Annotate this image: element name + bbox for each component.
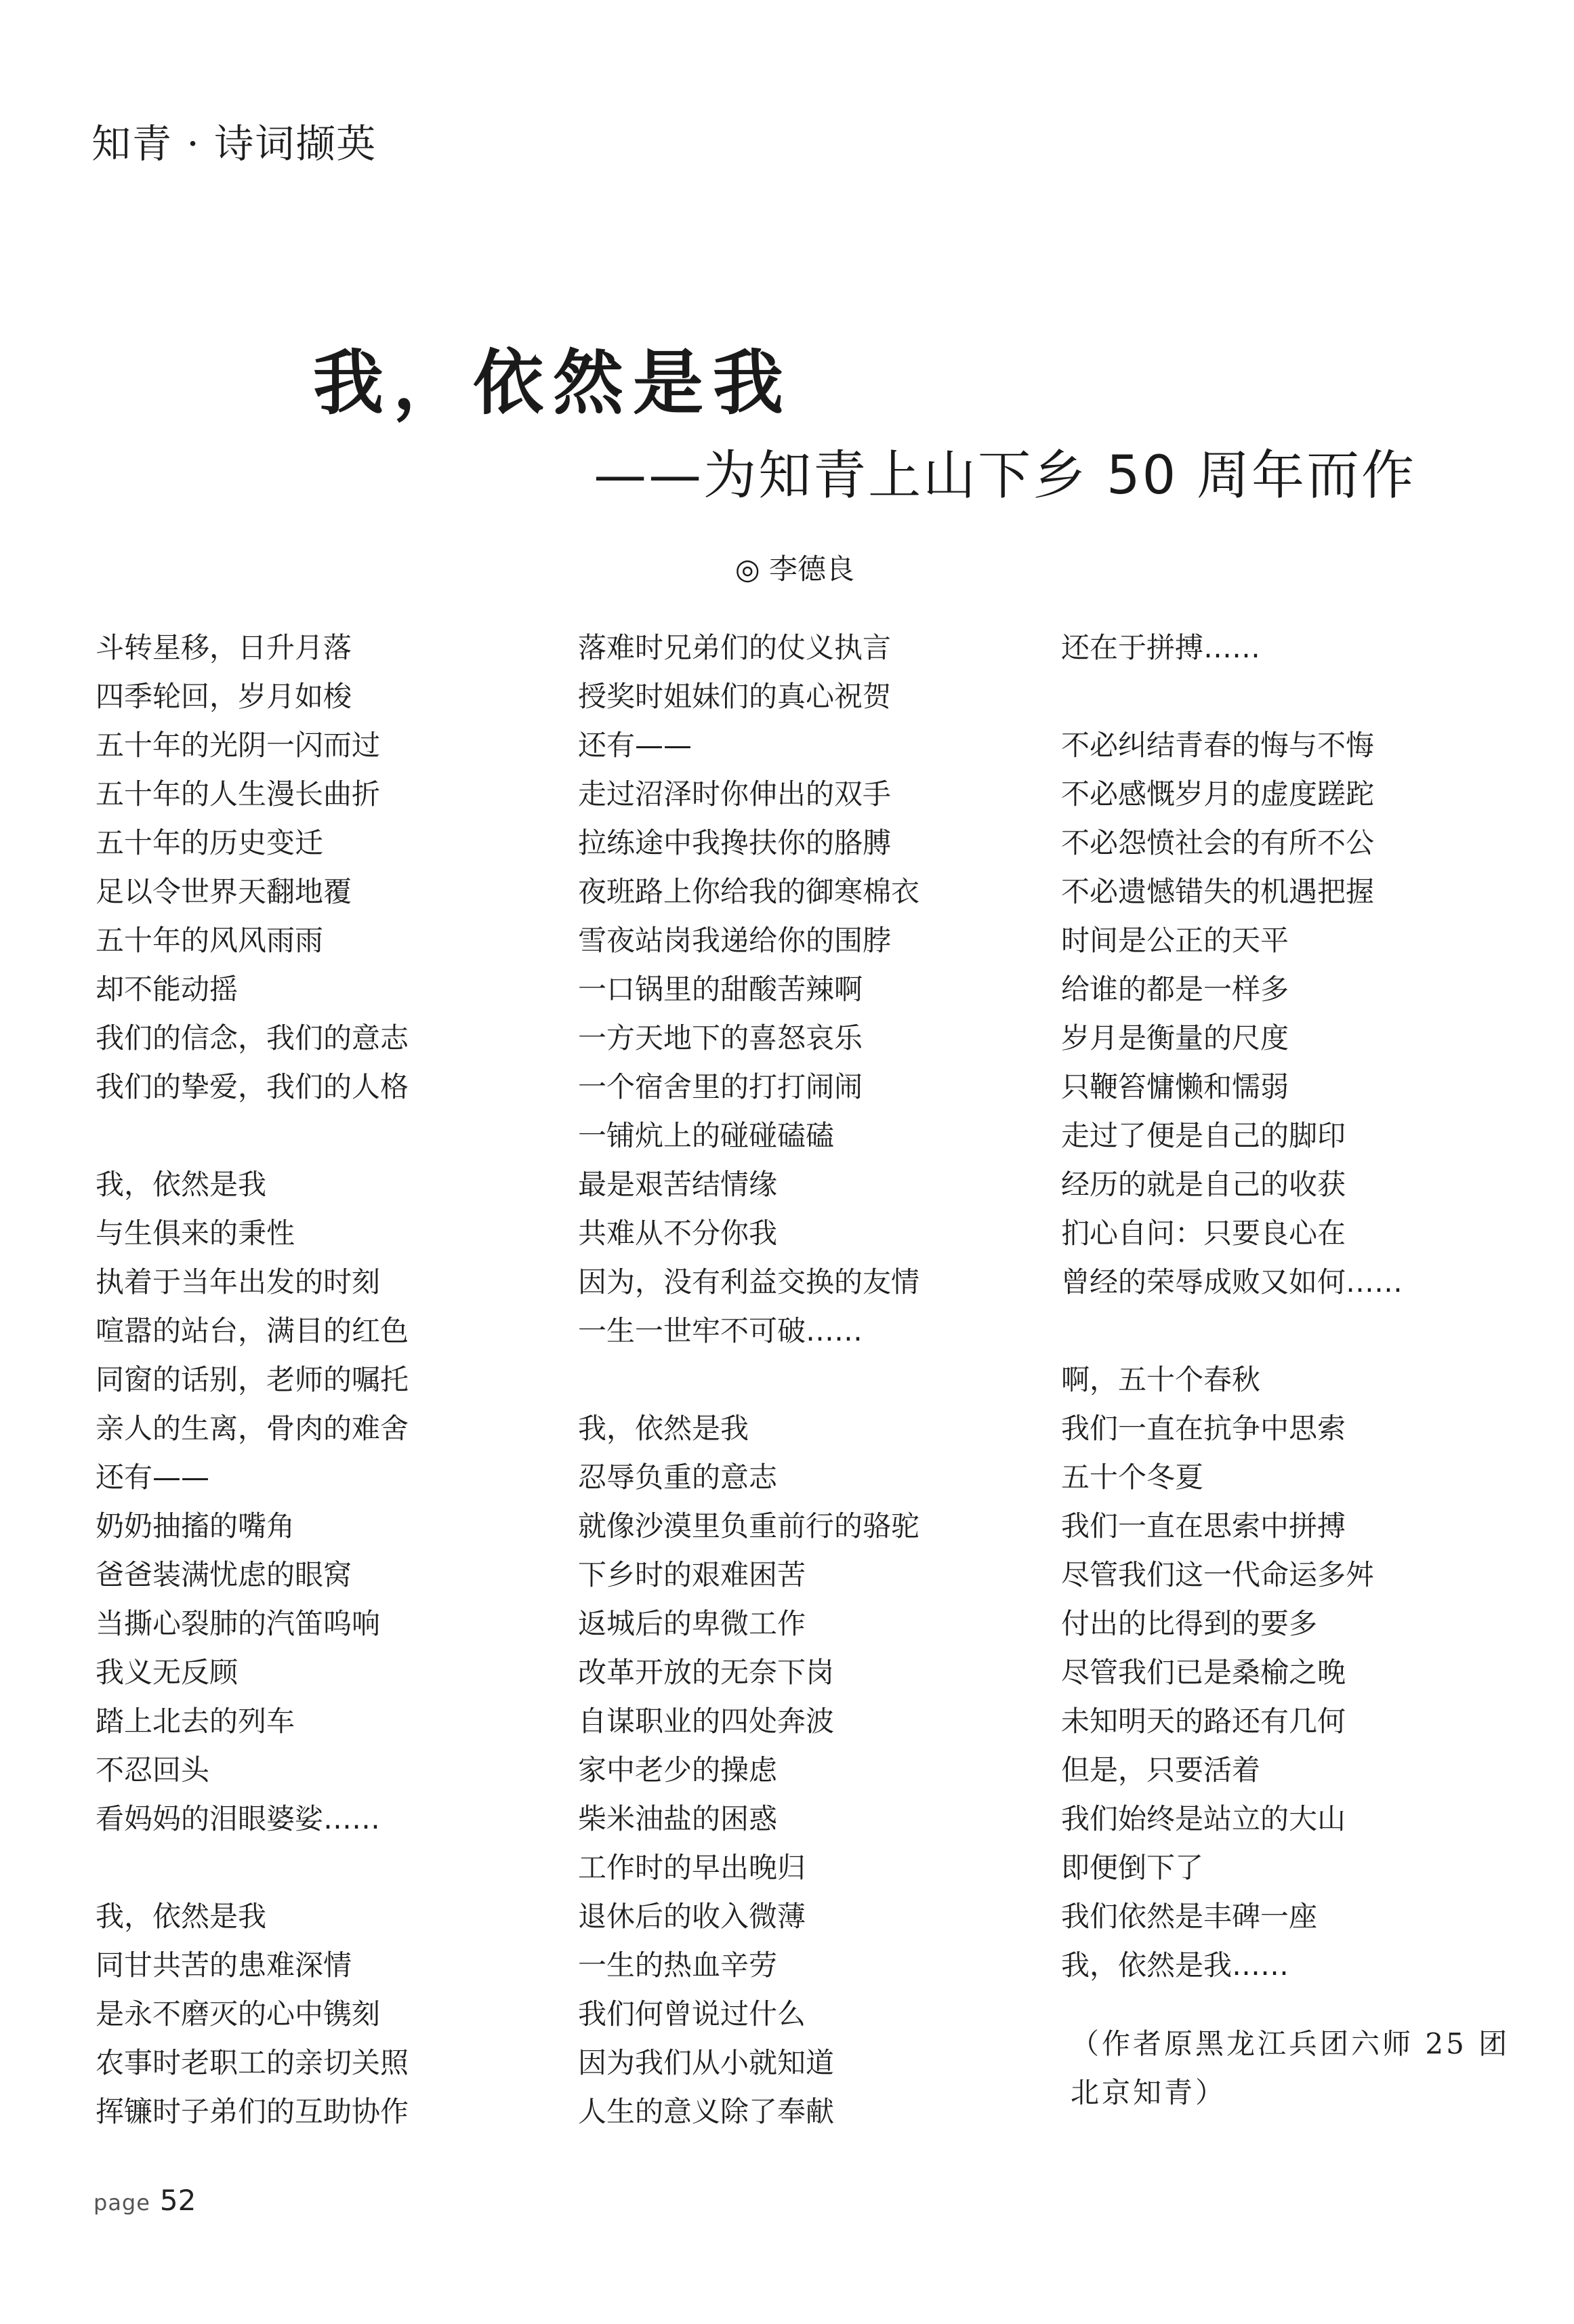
poem-line: 只鞭笞慵懒和懦弱 — [1061, 1070, 1289, 1103]
author-byline: ◎ 李德良 — [735, 552, 854, 586]
poem-line: 走过了便是自己的脚印 — [1061, 1119, 1346, 1152]
poem-line: 授奖时姐妹们的真心祝贺 — [578, 680, 892, 713]
poem-line: 走过沼泽时你伸出的双手 — [578, 777, 892, 811]
poem-line: 一生一世牢不可破…… — [578, 1314, 863, 1347]
poem-line: 退休后的收入微薄 — [578, 1900, 806, 1933]
poem-line: 与生俱来的秉性 — [96, 1217, 295, 1250]
poem-title: 我，依然是我 — [313, 342, 793, 424]
poem-line: 我们一直在抗争中思索 — [1061, 1412, 1346, 1445]
poem-line: 工作时的早出晚归 — [578, 1851, 806, 1884]
poem-line: 我们何曾说过什么 — [578, 1997, 806, 2031]
poem-line: 一铺炕上的碰碰磕磕 — [578, 1119, 835, 1152]
section-header: 知青 · 诗词撷英 — [91, 121, 377, 167]
poem-line: 亲人的生离，骨肉的难舍 — [96, 1412, 409, 1445]
poem-line: 是永不磨灭的心中镌刻 — [96, 1997, 381, 2031]
stanza-break — [96, 1112, 543, 1160]
poem-line: 不必怨愤社会的有所不公 — [1061, 826, 1375, 859]
poem-line: 付出的比得到的要多 — [1061, 1607, 1318, 1640]
poem-line: 同窗的话别，老师的嘱托 — [96, 1363, 409, 1396]
poem-line: 五十年的光阴一闪而过 — [96, 729, 381, 762]
poem-line: 落难时兄弟们的仗义执言 — [578, 631, 892, 664]
poem-line: 还有—— — [578, 729, 692, 762]
poem-line: 足以令世界天翻地覆 — [96, 875, 352, 908]
poem-column-1 — [96, 624, 543, 2136]
poem-line: 就像沙漠里负重前行的骆驼 — [578, 1509, 920, 1543]
page-number: 52 — [159, 2184, 196, 2217]
poem-line: 还在于拼搏…… — [1061, 631, 1261, 664]
poem-column-3 — [1061, 624, 1508, 1990]
author-note-line: （作者原黑龙江兵团六师 25 团 — [1071, 2027, 1510, 2060]
author-note — [1071, 2020, 1518, 2117]
poem-line: 奶奶抽搐的嘴角 — [96, 1509, 295, 1543]
poem-subtitle: ——为知青上山下乡 50 周年而作 — [594, 445, 1416, 506]
poem-line: 还有—— — [96, 1461, 210, 1494]
poem-line: 当撕心裂肺的汽笛呜响 — [96, 1607, 381, 1640]
poem-line: 最是艰苦结情缘 — [578, 1168, 778, 1201]
author-note-line: 北京知青） — [1071, 2076, 1227, 2109]
poem-line: 我们的挚爱，我们的人格 — [96, 1070, 409, 1103]
poem-line: 人生的意义除了奉献 — [578, 2095, 835, 2128]
poem-line: 曾经的荣辱成败又如何…… — [1061, 1265, 1403, 1299]
page-label: page — [94, 2190, 150, 2216]
poem-column-2 — [578, 624, 1025, 2136]
poem-line: 我们一直在思索中拼搏 — [1061, 1509, 1346, 1543]
poem-line: 我义无反顾 — [96, 1656, 239, 1689]
poem-line: 柴米油盐的困惑 — [578, 1802, 778, 1835]
poem-line: 一个宿舍里的打打闹闹 — [578, 1070, 863, 1103]
poem-line: 五十年的风风雨雨 — [96, 924, 324, 957]
poem-line: 尽管我们这一代命运多舛 — [1061, 1558, 1375, 1591]
stanza-break — [1061, 1307, 1508, 1355]
poem-line: 我们依然是丰碑一座 — [1061, 1900, 1318, 1933]
poem-line: 喧嚣的站台，满目的红色 — [96, 1314, 409, 1347]
poem-line: 五十个冬夏 — [1061, 1461, 1204, 1494]
poem-line: 即便倒下了 — [1061, 1851, 1204, 1884]
poem-line: 一生的热血辛劳 — [578, 1949, 778, 1982]
poem-line: 因为，没有利益交换的友情 — [578, 1265, 920, 1299]
poem-line: 岁月是衡量的尺度 — [1061, 1021, 1289, 1055]
poem-line: 返城后的卑微工作 — [578, 1607, 806, 1640]
poem-line: 未知明天的路还有几何 — [1061, 1705, 1346, 1738]
poem-line: 不必遗憾错失的机遇把握 — [1061, 875, 1375, 908]
poem-line: 自谋职业的四处奔波 — [578, 1705, 835, 1738]
poem-line: 一口锅里的甜酸苦辣啊 — [578, 973, 863, 1006]
poem-line: 五十年的历史变迁 — [96, 826, 324, 859]
poem-line: 不必感慨岁月的虚度蹉跎 — [1061, 777, 1375, 811]
poem-line: 挥镰时子弟们的互助协作 — [96, 2095, 409, 2128]
poem-line: 改革开放的无奈下岗 — [578, 1656, 835, 1689]
poem-line: 爸爸装满忧虑的眼窝 — [96, 1558, 352, 1591]
poem-line: 夜班路上你给我的御寒棉衣 — [578, 875, 920, 908]
poem-line: 一方天地下的喜怒哀乐 — [578, 1021, 863, 1055]
poem-line: 不忍回头 — [96, 1753, 210, 1787]
poem-line: 农事时老职工的亲切关照 — [96, 2046, 409, 2079]
poem-line: 共难从不分你我 — [578, 1217, 778, 1250]
poem-line: 我，依然是我…… — [1061, 1949, 1289, 1982]
stanza-break — [578, 1355, 1025, 1404]
poem-line: 斗转星移，日升月落 — [96, 631, 352, 664]
poem-line: 扪心自问：只要良心在 — [1061, 1217, 1346, 1250]
poem-line: 尽管我们已是桑榆之晚 — [1061, 1656, 1346, 1689]
poem-line: 四季轮回，岁月如梭 — [96, 680, 352, 713]
poem-line: 踏上北去的列车 — [96, 1705, 295, 1738]
poem-line: 给谁的都是一样多 — [1061, 973, 1289, 1006]
poem-line: 下乡时的艰难困苦 — [578, 1558, 806, 1591]
poem-line: 我，依然是我 — [578, 1412, 749, 1445]
poem-line: 五十年的人生漫长曲折 — [96, 777, 381, 811]
page-footer — [94, 2184, 196, 2217]
poem-line: 家中老少的操虑 — [578, 1753, 778, 1787]
poem-line: 因为我们从小就知道 — [578, 2046, 835, 2079]
poem-line: 却不能动摇 — [96, 973, 239, 1006]
stanza-break — [96, 1843, 543, 1892]
poem-line: 我们的信念，我们的意志 — [96, 1021, 409, 1055]
stanza-break — [1061, 672, 1508, 721]
poem-line: 雪夜站岗我递给你的围脖 — [578, 924, 892, 957]
poem-line: 执着于当年出发的时刻 — [96, 1265, 381, 1299]
poem-line: 但是，只要活着 — [1061, 1753, 1261, 1787]
poem-line: 经历的就是自己的收获 — [1061, 1168, 1346, 1201]
poem-line: 不必纠结青春的悔与不悔 — [1061, 729, 1375, 762]
poem-line: 忍辱负重的意志 — [578, 1461, 778, 1494]
poem-line: 看妈妈的泪眼婆娑…… — [96, 1802, 381, 1835]
poem-line: 拉练途中我搀扶你的胳膊 — [578, 826, 892, 859]
poem-line: 我们始终是站立的大山 — [1061, 1802, 1346, 1835]
poem-line: 时间是公正的天平 — [1061, 924, 1289, 957]
poem-line: 我，依然是我 — [96, 1900, 267, 1933]
poem-line: 我，依然是我 — [96, 1168, 267, 1201]
poem-line: 同甘共苦的患难深情 — [96, 1949, 352, 1982]
poem-line: 啊，五十个春秋 — [1061, 1363, 1261, 1396]
